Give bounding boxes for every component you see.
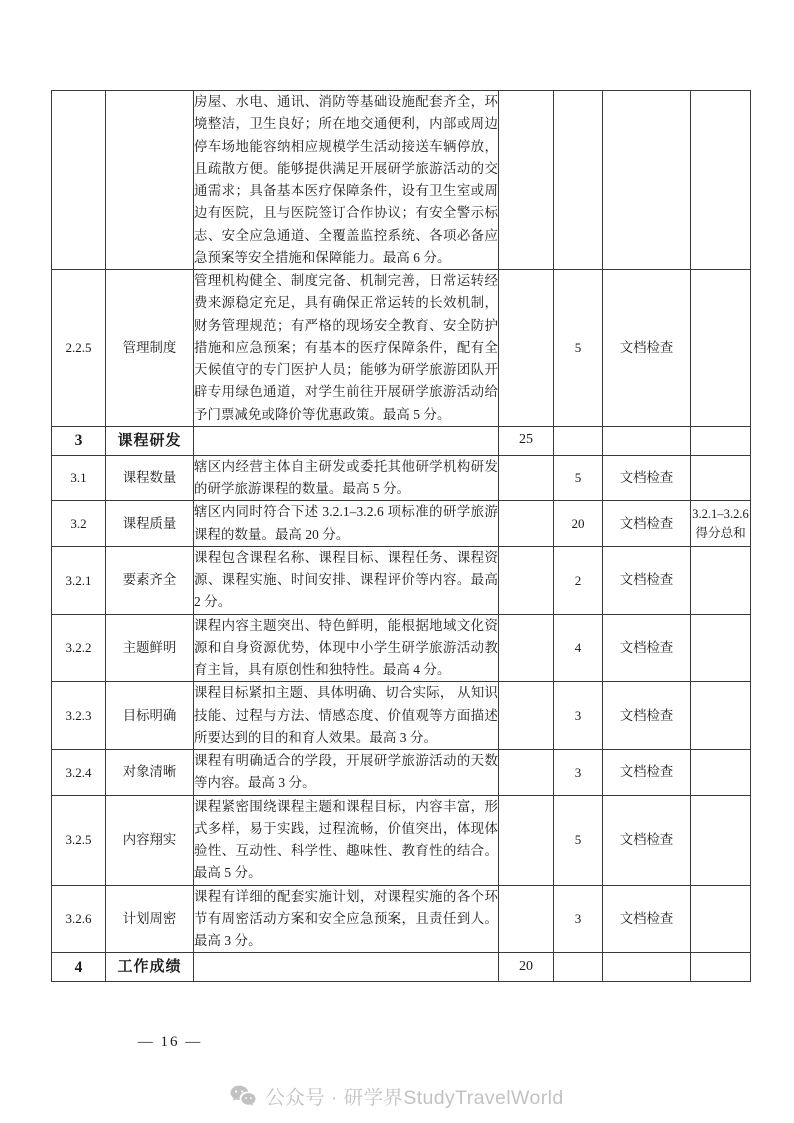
cell-item-name: 课程研发 (106, 426, 194, 455)
cell-item-score: 4 (554, 614, 603, 682)
watermark-text: 公众号 · 研学界StudyTravelWorld (265, 1087, 564, 1109)
cell-item-name: 课程质量 (106, 501, 194, 547)
table-section-row (52, 953, 751, 982)
cell-item-name: 课程数量 (106, 455, 194, 501)
table-row (52, 455, 751, 501)
cell-item-name: 内容翔实 (106, 795, 194, 885)
cell-evaluation-method (603, 953, 691, 982)
cell-item-number: 3 (52, 426, 106, 455)
table-row (52, 546, 751, 614)
cell-section-total (499, 614, 554, 682)
cell-item-number: 3.2.3 (52, 682, 106, 750)
cell-item-score: 5 (554, 455, 603, 501)
cell-item-description: 辖区内经营主体自主研发或委托其他研学机构研发的研学旅游课程的数量。最高 5 分。 (194, 455, 499, 501)
table-row (52, 270, 751, 427)
cell-item-note (691, 750, 751, 796)
cell-evaluation-method: 文档检查 (603, 614, 691, 682)
cell-item-note (691, 953, 751, 982)
cell-item-number: 3.2 (52, 501, 106, 547)
cell-item-description: 课程有详细的配套实施计划，对课程实施的各个环节有周密活动方案和安全应急预案，且责任到人。最高 3 分。 (194, 885, 499, 953)
cell-item-name: 对象清晰 (106, 750, 194, 796)
cell-item-description: 课程包含课程名称、课程目标、课程任务、课程资源、课程实施、时间安排、课程评价等内容。最高 2 分。 (194, 546, 499, 614)
cell-item-number: 3.1 (52, 455, 106, 501)
cell-item-number: 2.2.5 (52, 270, 106, 427)
cell-item-number: 4 (52, 953, 106, 982)
cell-section-total (499, 270, 554, 427)
cell-item-score (554, 426, 603, 455)
page-number: — 16 — (137, 1034, 203, 1050)
cell-evaluation-method (603, 426, 691, 455)
cell-evaluation-method: 文档检查 (603, 546, 691, 614)
cell-item-number: 3.2.2 (52, 614, 106, 682)
cell-item-note: 3.2.1–3.2.6得分总和 (691, 501, 751, 547)
cell-section-total (499, 91, 554, 270)
cell-item-note (691, 546, 751, 614)
cell-item-note (691, 885, 751, 953)
table-body (52, 91, 751, 982)
score-criteria-table-wrapper (51, 90, 749, 982)
cell-item-note (691, 682, 751, 750)
cell-item-score: 20 (554, 501, 603, 547)
cell-item-description: 管理机构健全、制度完备、机制完善，日常运转经费来源稳定充足，具有确保正常运转的长效机制，财务管理规范；有严格的现场安全教育、安全防护措施和应急预案；有基本的医疗保障条件，配有全天候值守的专门医护人员；能够为研学旅游团队开辟专用绿色通道，对学生前往开展研学旅游活动给予门票减免或降价等优惠政策。最高 5 分。 (194, 270, 499, 427)
cell-item-description: 房屋、水电、通讯、消防等基础设施配套齐全，环境整洁，卫生良好；所在地交通便利，内部或周边停车场地能容纳相应规模学生活动接送车辆停放，且疏散方便。能够提供满足开展研学旅游活动的交通需求；具备基本医疗保障条件，设有卫生室或周边有医院，且与医院签订合作协议；有安全警示标志、安全应急通道、全覆盖监控系统、各项必备应急预案等安全措施和保障能力。最高 6 分。 (194, 91, 499, 270)
cell-item-description: 课程目标紧扣主题、具体明确、切合实际， 从知识技能、过程与方法、情感态度、价值观等方面描述所要达到的目的和育人效果。最高 3 分。 (194, 682, 499, 750)
cell-section-total (499, 885, 554, 953)
cell-evaluation-method: 文档检查 (603, 455, 691, 501)
cell-section-total (499, 501, 554, 547)
cell-item-score (554, 91, 603, 270)
watermark (0, 1082, 794, 1110)
cell-evaluation-method: 文档检查 (603, 682, 691, 750)
cell-item-name: 管理制度 (106, 270, 194, 427)
cell-item-name (106, 91, 194, 270)
table-row (52, 91, 751, 270)
cell-item-description: 课程有明确适合的学段，开展研学旅游活动的天数等内容。最高 3 分。 (194, 750, 499, 796)
table-row (52, 750, 751, 796)
cell-item-score: 3 (554, 750, 603, 796)
cell-item-score: 5 (554, 795, 603, 885)
table-row (52, 885, 751, 953)
cell-item-description: 课程紧密围绕课程主题和课程目标，内容丰富，形式多样，易于实践，过程流畅，价值突出，体现体验性、互动性、科学性、趣味性、教育性的结合。最高 5 分。 (194, 795, 499, 885)
cell-item-note (691, 270, 751, 427)
cell-item-name: 要素齐全 (106, 546, 194, 614)
cell-item-note (691, 426, 751, 455)
cell-evaluation-method: 文档检查 (603, 750, 691, 796)
cell-item-score: 5 (554, 270, 603, 427)
cell-section-total: 20 (499, 953, 554, 982)
cell-evaluation-method: 文档检查 (603, 270, 691, 427)
cell-evaluation-method: 文档检查 (603, 501, 691, 547)
cell-item-number: 3.2.5 (52, 795, 106, 885)
cell-section-total (499, 546, 554, 614)
cell-item-number: 3.2.4 (52, 750, 106, 796)
table-row (52, 682, 751, 750)
table-section-row (52, 426, 751, 455)
score-criteria-table (51, 90, 751, 982)
cell-item-description (194, 953, 499, 982)
cell-section-total (499, 455, 554, 501)
cell-item-name: 计划周密 (106, 885, 194, 953)
cell-section-total (499, 682, 554, 750)
cell-item-note (691, 455, 751, 501)
cell-item-name: 目标明确 (106, 682, 194, 750)
cell-item-description (194, 426, 499, 455)
cell-item-description: 辖区内同时符合下述 3.2.1–3.2.6 项标准的研学旅游课程的数量。最高 20 分。 (194, 501, 499, 547)
cell-item-name: 主题鲜明 (106, 614, 194, 682)
cell-section-total: 25 (499, 426, 554, 455)
cell-item-note (691, 614, 751, 682)
cell-item-name: 工作成绩 (106, 953, 194, 982)
cell-item-score (554, 953, 603, 982)
cell-section-total (499, 795, 554, 885)
cell-section-total (499, 750, 554, 796)
cell-evaluation-method (603, 91, 691, 270)
cell-item-score: 2 (554, 546, 603, 614)
cell-item-number: 3.2.6 (52, 885, 106, 953)
table-row (52, 795, 751, 885)
wechat-icon (230, 1084, 256, 1108)
cell-evaluation-method: 文档检查 (603, 795, 691, 885)
cell-item-note (691, 795, 751, 885)
cell-item-score: 3 (554, 885, 603, 953)
table-row (52, 614, 751, 682)
cell-item-score: 3 (554, 682, 603, 750)
cell-evaluation-method: 文档检查 (603, 885, 691, 953)
cell-item-number: 3.2.1 (52, 546, 106, 614)
cell-item-note (691, 91, 751, 270)
cell-item-description: 课程内容主题突出、特色鲜明，能根据地域文化资源和自身资源优势，体现中小学生研学旅游活动教育主旨，具有原创性和独特性。最高 4 分。 (194, 614, 499, 682)
table-row (52, 501, 751, 547)
cell-item-number (52, 91, 106, 270)
